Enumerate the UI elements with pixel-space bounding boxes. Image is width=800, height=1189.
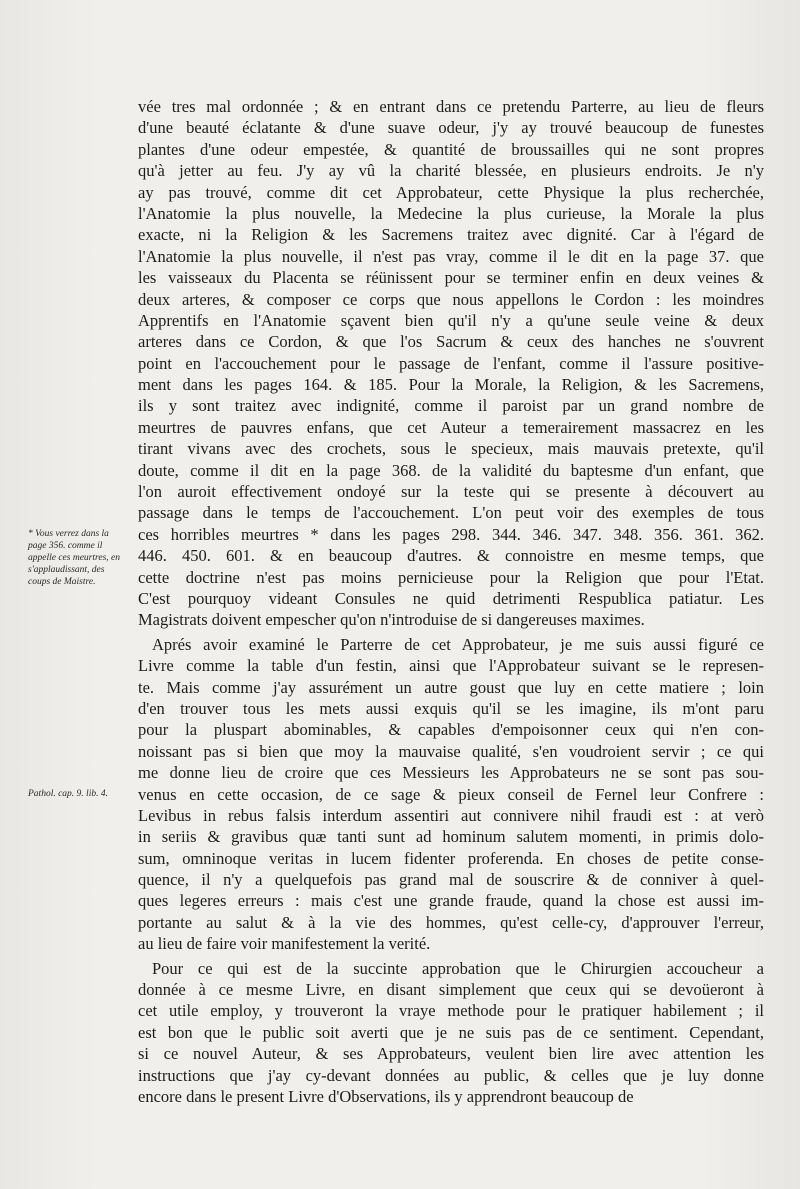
text-line: me donne lieu de croire que ces Messieurs les Approbateurs ne se sont pas sou- (138, 763, 764, 783)
text-line: 446. 450. 601. & en beaucoup d'autres. & connoistre en mesme temps, que (138, 546, 764, 566)
text-line: quence, il n'y a quelquefois pas grand mal de souscrire & de conniver à quel- (138, 870, 764, 890)
text-line: tirant vivans avec des crochets, sous le specieux, mais mauvais pretexte, qu'il (138, 439, 764, 459)
text-line: pour la pluspart abominables, & capables d'empoisonner ceux qui n'en con- (138, 720, 764, 740)
text-line: Pour ce qui est de la succinte approbation que le Chirurgien accoucheur a (152, 958, 764, 978)
text-line: point en l'accouchement pour le passage de l'enfant, comme il l'assure positive- (138, 353, 764, 373)
text-line: est bon que le public soit averti que je ne suis pas de ce sentiment. Cependant, (138, 1022, 764, 1042)
text-line: doute, comme il dit en la page 368. de la validité du baptesme d'un enfant, que (138, 460, 764, 480)
text-line: in seriis & gravibus quæ tanti sunt ad hominum salutem momenti, in primis dolo- (138, 827, 764, 847)
text-line: cet utile employ, y trouveront la vraye methode pour le pratiquer habilement ; il (138, 1001, 764, 1021)
text-line: d'en trouver tous les mets aussi exquis qu'il se les imagine, ils m'ont paru (138, 698, 764, 718)
body-text (138, 96, 764, 1166)
text-line: passage dans le temps de l'accouchement. L'on peut voir des exemples de tous (138, 503, 764, 523)
text-line: les vaisseaux du Placenta se réünissent pour se terminer enfin en deux veines & (138, 268, 764, 288)
text-line: instructions que j'ay cy-devant données au public, & celles que je luy donne (138, 1065, 764, 1085)
text-line: C'est pourquoy videant Consules ne quid detrimenti Respublica patiatur. Les (138, 588, 764, 608)
text-line: meurtres de pauvres enfans, que cet Auteur a temerairement massacrez en les (138, 417, 764, 437)
text-line: venus en cette occasion, de ce sage & pieux conseil de Fernel leur Confrere : (138, 784, 764, 804)
text-line: ques legeres erreurs : mais c'est une grande fraude, quand la chose est aussi im- (138, 891, 764, 911)
text-line: ils y sont traitez avec indignité, comme il paroist par un grand nombre de (138, 396, 764, 416)
text-line: l'Anatomie la plus nouvelle, il n'est pas vray, comme il le dit en la page 37. que (138, 246, 764, 266)
text-line: Livre comme la table d'un festin, ainsi que l'Approbateur suivant se le represen- (138, 656, 764, 676)
text-line: portante au salut & à la vie des hommes, qu'est celle-cy, d'approuver l'erreur, (138, 912, 764, 932)
text-line: ay pas trouvé, comme dit cet Approbateur, cette Physique la plus recherchée, (138, 182, 764, 202)
text-line: Aprés avoir examiné le Parterre de cet Approbateur, je me suis aussi figuré ce (152, 634, 764, 654)
text-line: exacte, ni la Religion & les Sacremens traitez avec dignité. Car à l'égard de (138, 225, 764, 245)
text-line: Levibus in rebus falsis interdum assentiri aut connivere nihil fraudi est : at verò (138, 805, 764, 825)
paragraph (138, 96, 764, 631)
paragraph (138, 958, 764, 1108)
text-line: ment dans les pages 164. & 185. Pour la Morale, la Religion, & les Sacremens, (138, 375, 764, 395)
text-line: te. Mais comme j'ay assurément un autre goust que luy en cette matiere ; loin (138, 677, 764, 697)
text-line: ces horribles meurtres * dans les pages 298. 344. 346. 347. 348. 356. 361. 362. (138, 524, 764, 544)
margin-note-pathol: Pathol. cap. 9. lib. 4. (28, 789, 108, 799)
text-line: deux arteres, & composer ce corps que nous appellons le Cordon : les moindres (138, 289, 764, 309)
margin-notes (28, 0, 128, 1189)
text-line: arteres dans ce Cordon, & que l'os Sacrum & ceux des hanches ne s'ouvrent (138, 332, 764, 352)
text-line: vée tres mal ordonnée ; & en entrant dans ce pretendu Parterre, au lieu de fleurs (138, 97, 764, 116)
text-line: d'une beauté éclatante & d'une suave odeur, j'y ay trouvé beaucoup de funestes (138, 118, 764, 138)
text-line: au lieu de faire voir manifestement la verité. (138, 934, 431, 954)
text-line: qu'à jetter au feu. J'y ay vû la charité blessée, en plusieurs endroits. Je n'y (138, 161, 764, 181)
paragraph (138, 634, 764, 955)
text-line: encore dans le present Livre d'Observations, ils y apprendront beaucoup de (138, 1086, 634, 1106)
text-line: l'on auroit effectivement ondoyé sur la teste qui se presente à découvert au (138, 482, 764, 502)
margin-note-meurtres: * Vous verrez dans la page 356. comme il appelle ces meurtres, en s'applaudissant, des coups de Maistre. (28, 529, 120, 587)
text-line: plantes d'une odeur empestée, & quantité de broussailles qui ne sont propres (138, 139, 764, 159)
text-line: sum, omninoque veritas in lucem fidenter proferenda. En choses de petite conse- (138, 848, 764, 868)
text-line: l'Anatomie la plus nouvelle, la Medecine la plus curieuse, la Morale la plus (138, 203, 764, 223)
text-line: noissant pas si bien que moy la mauvaise qualité, s'en voudroient servir ; ce qui (138, 741, 764, 761)
text-line: cette doctrine n'est pas moins pernicieuse pour la Religion que pour l'Etat. (138, 567, 764, 587)
text-line: donnée à ce mesme Livre, en disant simplement que ceux qui se devoüeront à (138, 980, 764, 1000)
text-line: Apprentifs en l'Anatomie sçavent bien qu'il n'y a qu'une seule veine & deux (138, 310, 764, 330)
text-line: si ce nouvel Auteur, & ses Approbateurs, veulent bien lire avec attention les (138, 1044, 764, 1064)
text-line: Magistrats doivent empescher qu'on n'introduise de si dangereuses maximes. (138, 610, 645, 630)
